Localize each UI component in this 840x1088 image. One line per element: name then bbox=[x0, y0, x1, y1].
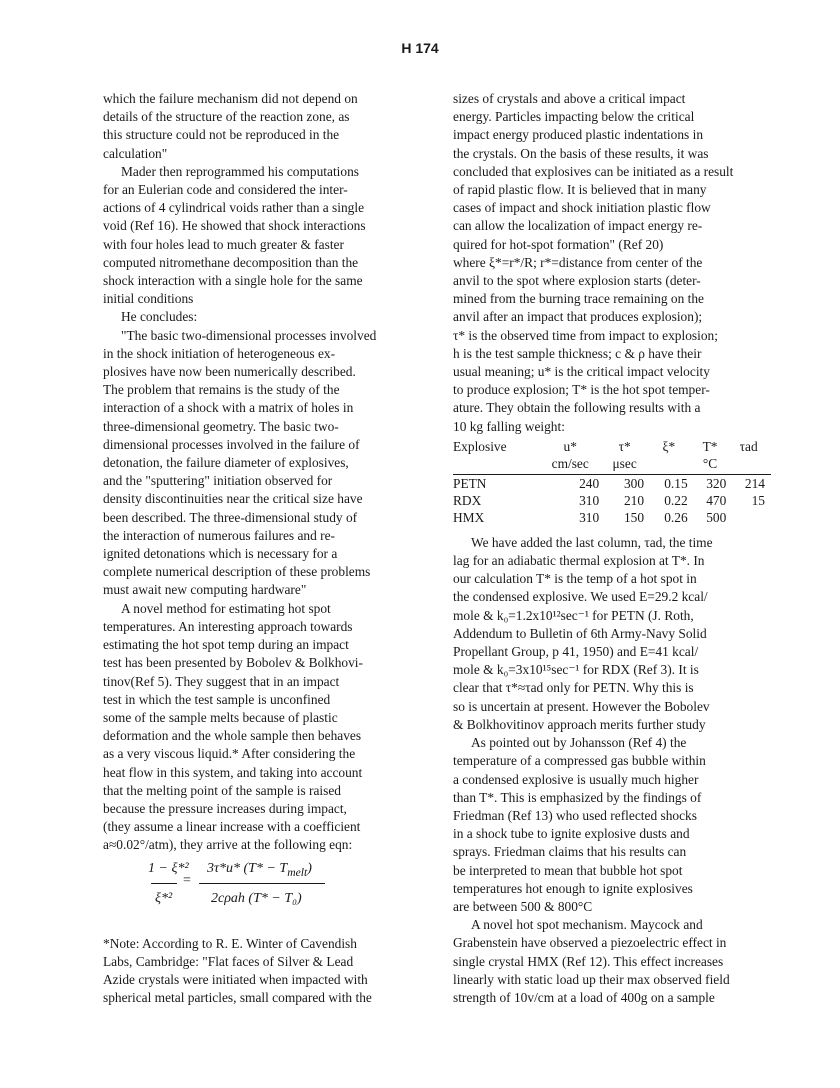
left-text-block-a bbox=[103, 90, 420, 855]
table-cell: 500 bbox=[706, 509, 727, 525]
text-line: of rapid plastic flow. It is believed that in many bbox=[453, 182, 707, 198]
text-line: spherical metal particles, small compared with the bbox=[103, 990, 372, 1006]
hot-spot-equation bbox=[103, 855, 420, 935]
text-line: void (Ref 16). He showed that shock interactions bbox=[103, 218, 366, 234]
table-cell: 15 bbox=[751, 492, 765, 508]
text-line: which the failure mechanism did not depend on bbox=[103, 91, 358, 106]
text-line: calculation" bbox=[103, 145, 168, 161]
right-column bbox=[453, 90, 778, 1007]
text-line: some of the sample melts because of plastic bbox=[103, 709, 338, 725]
text-line: a≈0.02°/atm), they arrive at the following eqn: bbox=[103, 837, 353, 853]
text-line: Propellant Group, p 41, 1950) and E=41 kcal/ bbox=[453, 644, 699, 660]
text-line: *Note: According to R. E. Winter of Cavendish bbox=[103, 935, 357, 951]
table-cell: 310 bbox=[579, 492, 600, 508]
text-line: the interaction of numerous failures and re- bbox=[103, 527, 336, 543]
equation-right-numerator: 3τ*u* $(T* - T_{melt})$ bbox=[207, 860, 312, 879]
right-text-block-a bbox=[453, 90, 778, 436]
text-line: the condensed explosive. We used E=29.2 kcal/ bbox=[453, 589, 708, 605]
table-header-row bbox=[453, 438, 771, 455]
table-cell: 300 bbox=[605, 474, 650, 492]
table-cell: 0.15 bbox=[650, 474, 694, 492]
table-cell: 214 bbox=[732, 474, 771, 492]
page-header: H 174 bbox=[401, 40, 439, 56]
table-cell bbox=[732, 509, 771, 526]
text-line: where ξ*=r*/R; r*=distance from center of the bbox=[453, 254, 703, 270]
text-line: cases of impact and shock initiation plastic flow bbox=[453, 200, 711, 216]
table-unit-cell bbox=[453, 455, 541, 475]
equation-equals-sign: = bbox=[183, 872, 191, 888]
text-line: can allow the localization of impact energy re- bbox=[453, 218, 703, 234]
table-row bbox=[453, 474, 771, 492]
text-line: mole & k₀=1.2x10¹²sec⁻¹ for PETN (J. Roth, bbox=[453, 607, 694, 623]
table-header-cell: τad bbox=[739, 438, 758, 454]
text-line: tinov(Ref 5). They suggest that in an impact bbox=[103, 673, 340, 689]
text-line: Azide crystals were initiated when impacted with bbox=[103, 971, 368, 987]
table-cell: 240 bbox=[541, 474, 605, 492]
text-line: test in which the test sample is unconfined bbox=[103, 691, 331, 707]
text-line: h is the test sample thickness; c & ρ have their bbox=[453, 345, 702, 361]
text-line: A novel method for estimating hot spot bbox=[121, 600, 331, 616]
text-line: (they assume a linear increase with a coefficient bbox=[103, 819, 361, 835]
text-line: As pointed out by Johansson (Ref 4) the bbox=[471, 735, 687, 751]
table-cell: 310 bbox=[579, 509, 600, 525]
text-line: lag for an adiabatic thermal explosion at T*. In bbox=[453, 553, 705, 569]
text-line: in a shock tube to ignite explosive dusts and bbox=[453, 826, 690, 842]
text-line: mole & k₀=3x10¹⁵sec⁻¹ for RDX (Ref 3). It is bbox=[453, 662, 699, 678]
text-line: A novel hot spot mechanism. Maycock and bbox=[471, 917, 703, 933]
text-line: Grabenstein have observed a piezoelectric effect in bbox=[453, 935, 727, 951]
table-cell: 470 bbox=[706, 492, 727, 508]
text-line: We have added the last column, τad, the time bbox=[471, 534, 713, 550]
text-line: initial conditions bbox=[103, 291, 194, 307]
text-line: "The basic two-dimensional processes involved bbox=[121, 327, 377, 343]
table-cell: 150 bbox=[623, 509, 645, 525]
table-header-cell: T* bbox=[702, 438, 718, 454]
text-line: a condensed explosive is usually much higher bbox=[453, 771, 699, 787]
text-line: been described. The three-dimensional study of bbox=[103, 509, 358, 525]
text-line: usual meaning; u* is the critical impact velocity bbox=[453, 364, 710, 380]
text-line: and the "sputtering" initiation observed for bbox=[103, 473, 333, 489]
text-line: interaction of a shock with a matrix of holes in bbox=[103, 400, 354, 416]
equation-fraction-bar-left bbox=[151, 883, 177, 884]
table-cell: 210 bbox=[623, 492, 645, 508]
text-line: dimensional processes involved in the failure of bbox=[103, 436, 360, 452]
text-line: this structure could not be reproduced in the bbox=[103, 127, 340, 143]
equation-right-denominator: 2cρah (T* − T₀) bbox=[211, 890, 302, 906]
text-line: He concludes: bbox=[121, 309, 198, 325]
text-line: Addendum to Bulletin of 6th Army-Navy Solid bbox=[453, 625, 707, 641]
text-line: so is uncertain at present. However the Bobolev bbox=[453, 698, 710, 714]
text-line: details of the structure of the reaction zone, as bbox=[103, 109, 350, 125]
text-line: density discontinuities near the critical size have bbox=[103, 491, 363, 507]
text-line: Friedman (Ref 13) who used reflected shocks bbox=[453, 807, 697, 823]
text-line: detonation, the failure diameter of explosives, bbox=[103, 455, 349, 471]
text-line: The problem that remains is the study of the bbox=[103, 382, 340, 398]
text-line: the crystals. On the basis of these results, it was bbox=[453, 145, 709, 161]
left-text-block-b bbox=[103, 935, 420, 1008]
table-cell: 320 bbox=[694, 474, 733, 492]
text-line: heat flow in this system, and taking into account bbox=[103, 764, 363, 780]
text-line: clear that τ*≈τad only for PETN. Why this is bbox=[453, 680, 694, 696]
text-line: complete numerical description of these problems bbox=[103, 564, 371, 580]
table-body bbox=[453, 474, 771, 526]
text-line: impact energy produced plastic indentations in bbox=[453, 127, 704, 143]
text-line: be interpreted to mean that bubble hot spot bbox=[453, 862, 683, 878]
text-line: ignited detonations which is necessary for a bbox=[103, 546, 338, 562]
text-line: in the shock initiation of heterogeneous ex- bbox=[103, 345, 336, 361]
text-line: anvil after an impact that produces explosion); bbox=[453, 309, 703, 325]
text-line: τ* is the observed time from impact to explosion; bbox=[453, 327, 718, 343]
table-unit-cell: cm/sec bbox=[551, 455, 589, 471]
table-header-cell: τ* bbox=[618, 438, 631, 454]
table-header-cell: u* bbox=[563, 438, 577, 454]
text-line: to produce explosion; T* is the hot spot temper- bbox=[453, 382, 710, 398]
text-line: sprays. Friedman claims that his results can bbox=[453, 844, 687, 860]
text-line: three-dimensional geometry. The basic two- bbox=[103, 418, 339, 434]
text-line: strength of 10v/cm at a load of 400g on a sample bbox=[453, 989, 715, 1005]
table-cell: RDX bbox=[453, 492, 482, 508]
table-row bbox=[453, 509, 771, 526]
text-line: that the melting point of the sample is raised bbox=[103, 782, 342, 798]
text-line: quired for hot-spot formation" (Ref 20) bbox=[453, 236, 664, 252]
text-line: as a very viscous liquid.* After considering the bbox=[103, 746, 356, 762]
text-line: 10 kg falling weight: bbox=[453, 418, 565, 434]
text-line: single crystal HMX (Ref 12). This effect increases bbox=[453, 953, 724, 969]
text-line: ature. They obtain the following results with a bbox=[453, 400, 701, 416]
table-cell: PETN bbox=[453, 474, 541, 492]
text-line: actions of 4 cylindrical voids rather than a single bbox=[103, 200, 365, 216]
text-line: anvil to the spot where explosion starts (deter- bbox=[453, 273, 701, 289]
text-line: temperatures hot enough to ignite explosives bbox=[453, 880, 693, 896]
table-header-cell: ξ* bbox=[662, 438, 676, 454]
table-unit-cell bbox=[732, 455, 771, 475]
text-line: Labs, Cambridge: "Flat faces of Silver & Lead bbox=[103, 953, 354, 969]
equation-fraction-bar-right bbox=[199, 883, 325, 884]
text-line: energy. Particles impacting below the critical bbox=[453, 109, 695, 125]
text-line: test has been presented by Bobolev & Bolkhovi- bbox=[103, 655, 363, 671]
text-line: temperature of a compressed gas bubble within bbox=[453, 753, 706, 769]
text-line: concluded that explosives can be initiated as a result bbox=[453, 163, 734, 179]
equation-left-denominator: ξ*² bbox=[155, 890, 173, 906]
table-row bbox=[453, 492, 771, 509]
table-unit-cell: °C bbox=[702, 455, 718, 471]
left-column bbox=[103, 90, 420, 1007]
text-line: than T*. This is emphasized by the findings of bbox=[453, 789, 702, 805]
text-line: sizes of crystals and above a critical impact bbox=[453, 91, 686, 106]
text-line: temperatures. An interesting approach towards bbox=[103, 618, 353, 634]
text-line: our calculation T* is the temp of a hot spot in bbox=[453, 571, 697, 587]
equation-left-numerator: 1 − ξ*² bbox=[148, 860, 189, 876]
table-cell: 0.26 bbox=[664, 509, 688, 525]
text-line: deformation and the whole sample then behaves bbox=[103, 728, 362, 744]
text-line: & Bolkhovitinov approach merits further study bbox=[453, 716, 706, 732]
text-line: estimating the hot spot temp during an impact bbox=[103, 637, 349, 653]
table-cell: 0.22 bbox=[664, 492, 688, 508]
text-line: plosives have now been numerically described. bbox=[103, 364, 356, 380]
right-text-block-b bbox=[453, 534, 778, 1007]
text-line: shock interaction with a single hole for the same bbox=[103, 273, 363, 289]
text-line: for an Eulerian code and considered the inter- bbox=[103, 182, 348, 198]
text-line: are between 500 & 800°C bbox=[453, 898, 593, 914]
text-line: with four holes lead to much greater & faster bbox=[103, 236, 344, 252]
table-unit-cell: μsec bbox=[612, 455, 637, 471]
table-unit-cell bbox=[650, 455, 694, 475]
text-line: linearly with static load up their max observed field bbox=[453, 971, 730, 987]
text-line: must await new computing hardware" bbox=[103, 582, 307, 598]
text-line: Mader then reprogrammed his computations bbox=[121, 163, 359, 179]
table-units-row bbox=[453, 455, 771, 475]
results-table bbox=[453, 438, 771, 526]
text-line: computed nitromethane decomposition than the bbox=[103, 254, 359, 270]
table-cell: HMX bbox=[453, 509, 485, 525]
table-header-cell: Explosive bbox=[453, 438, 507, 454]
text-line: mined from the burning trace remaining on the bbox=[453, 291, 704, 307]
text-line: because the pressure increases during impact, bbox=[103, 800, 347, 816]
